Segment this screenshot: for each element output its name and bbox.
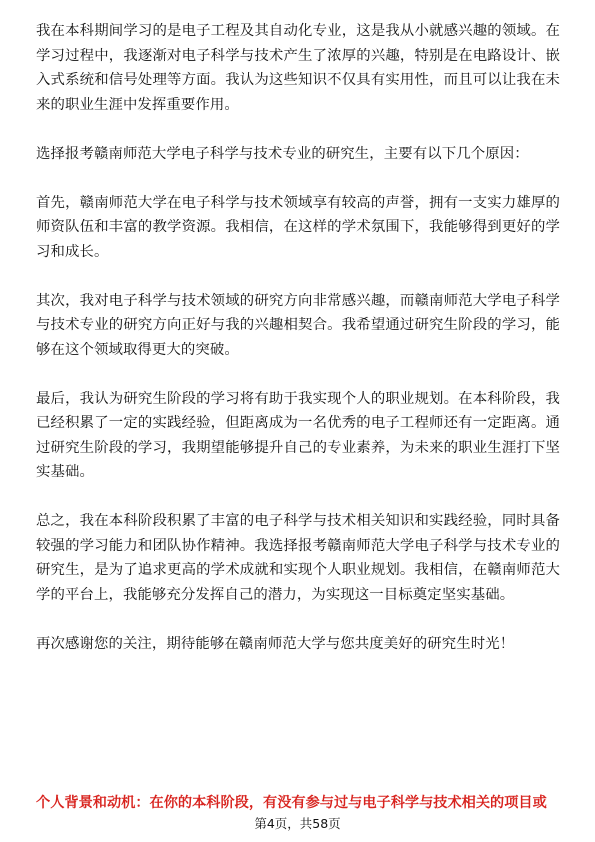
paragraph-reason-second: 其次，我对电子科学与技术领域的研究方向非常感兴趣，而赣南师范大学电子科学与技术专业的研究方向正好与我的兴趣相契合。我希望通过研究生阶段的学习，能够在这个领域取得更大的突破。 xyxy=(36,292,560,358)
paragraph-reason-first: 首先，赣南师范大学在电子科学与技术领域享有较高的声誉，拥有一支实力雄厚的师资队伍和丰富的教学资源。我相信，在这样的学术氛围下，我能够得到更好的学习和成长。 xyxy=(36,194,560,260)
question-heading: 个人背景和动机：在你的本科阶段，有没有参与过与电子科学与技术相关的项目或 xyxy=(36,795,547,811)
document-body xyxy=(36,19,560,656)
paragraph-summary: 总之，我在本科阶段积累了丰富的电子科学与技术相关知识和实践经验，同时具备较强的学习能力和团队协作精神。我选择报考赣南师范大学电子科学与技术专业的研究生，是为了追求更高的学术成就和实现个人职业规划。我相信，在赣南师范大学的平台上，我能够充分发挥自己的潜力，为实现这一目标奠定坚实基础。 xyxy=(36,513,560,603)
paragraph-reason-last: 最后，我认为研究生阶段的学习将有助于我实现个人的职业规划。在本科阶段，我已经积累了一定的实践经验，但距离成为一名优秀的电子工程师还有一定距离。通过研究生阶段的学习，我期望能够提升自己的专业素养，为未来的职业生涯打下坚实基础。 xyxy=(36,390,560,480)
paragraph-background: 我在本科期间学习的是电子工程及其自动化专业，这是我从小就感兴趣的领域。在学习过程中，我逐渐对电子科学与技术产生了浓厚的兴趣，特别是在电路设计、嵌入式系统和信号处理等方面。我认为这些知识不仅具有实用性，而且可以让我在未来的职业生涯中发挥重要作用。 xyxy=(36,23,560,113)
page-number: 第4页，共58页 xyxy=(254,816,341,831)
paragraph-reasons-intro: 选择报考赣南师范大学电子科学与技术专业的研究生，主要有以下几个原因： xyxy=(36,145,529,162)
paragraph-thanks: 再次感谢您的关注，期待能够在赣南师范大学与您共度美好的研究生时光！ xyxy=(36,635,515,652)
